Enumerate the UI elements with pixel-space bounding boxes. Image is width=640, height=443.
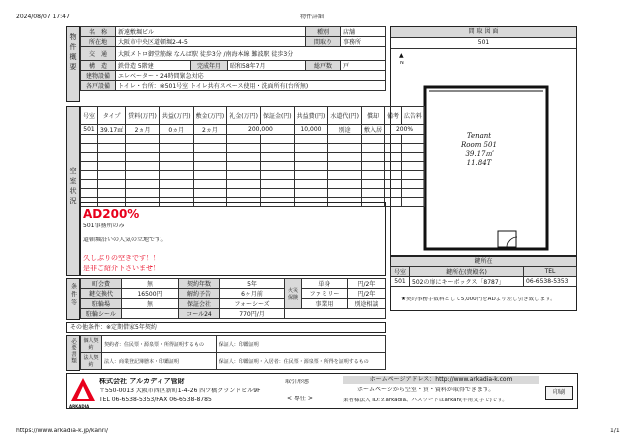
floorplan-panel: 間 取 図 面 501 ▲ N Tenant Room 501 39.17㎡ 11.84T: [390, 26, 577, 256]
property-access: 大阪メトロ御堂筋線 なんば駅 徒歩3分 /南海本線 難波駅 徒歩3分: [116, 47, 386, 61]
footer: ARKADIA 株式会社 アルカディア管財 〒550-0013 大阪市西区新町1-4-26 四ツ橋グランドビル9F TEL 06-6538-5353/FAX 06-6538-8785 取引形態 < 専任 > ホームページアドレス：http://www.arkadia-k.com ホームページから空室・賃・資料が取得できます。 業者様法人 ID:ｚarkadia、パスワードはarkan(半角文字で)です。 印刷: [66, 373, 578, 409]
print-button[interactable]: 印刷: [545, 386, 573, 400]
overview-table: 名 称 新遠敷堀ビル 種別 店舗 所在地 大阪市中央区道頓堀2-4-5 間取り 事務所 交 通 大阪メトロ御堂筋線 なんば駅 徒歩3分 /南海本線 難波駅 徒歩3分 構 造 鉄骨造 5階建 完成年月 昭和58年7月 総戸数 戸 建物設備 エレベーター・24時間緊急対応 各戸設備 トイレ・台所：※501号室 トイレ共有スペース使用・洗面所有(台所無): [80, 26, 386, 91]
page-title: 物件詳細: [300, 14, 325, 20]
company-name: 株式会社 アルカディア管財: [99, 378, 185, 385]
conditions-table: 町会費 無 契約年数 5年 火災保険 単身 円/2年 鍵交換代 16500円 解約予告 6ヶ月前 ファミリー 円/2年 駐輪場 無 保証会社 フォーシーズ 事業用 別途相談 駐輪シール コール24 770円/月: [80, 278, 386, 319]
page-url: https://www.arkadia-k.jp/kanri/: [16, 428, 108, 434]
table-row: 501 39.17㎡ 2ヵ月 0ヵ月 2ヵ月 200,000 10,000 別途 敷入居 200%: [81, 125, 425, 135]
documents-section-label: 必要書類: [66, 335, 80, 371]
conditions-section-label: 条件等: [66, 278, 80, 320]
vacancy-table: 号室 タイプ 賃料(万円) 共益(万円) 敷金(万円) 礼金(万円) 保証金(円) 共益費(円) 水道代(円) 償却 備考 広告料 501 39.17㎡ 2ヵ月 0ヵ月 2ヵ月 200,000 10,000 別途 敷入居 200%: [80, 106, 425, 207]
floorplan-drawing: [423, 85, 549, 251]
ad-rate: AD200%: [83, 207, 140, 221]
other-conditions: その他条件：※定期借家5年契約: [66, 322, 386, 333]
page-number: 1/1: [610, 428, 620, 434]
vacancy-notes: AD200% 501事務所のみ 道頓堀沿いの人気の立地です。 久しぶりの空きです！！ 是非ご紹介下さいませ！: [80, 202, 386, 276]
vacancy-section-label: 空室状況: [66, 106, 80, 276]
company-logo: [70, 377, 96, 405]
key-location-panel: 鍵所在 号室 鍵所在(貴殿名) TEL 501 502の扉にキーボックス「8787」 06-6538-5353 ★契約事務手数料として5,000円をADより差し引き致します。: [390, 256, 577, 311]
property-name: 新遠敷堀ビル: [116, 27, 306, 37]
north-arrow-icon: ▲: [399, 53, 404, 59]
print-datetime: 2024/08/07 17:47: [16, 14, 70, 20]
deal-type: < 専任 >: [287, 396, 313, 402]
documents-table: 個人契約 契約者：住民票・源泉票・所得証明するもの 保証人：印鑑証明 法人契約 法人：商業登記簿謄本・印鑑証明 保証人：印鑑証明・入居者：住民票・源泉票・所得を証明するもの: [80, 335, 386, 370]
table-row: 501 502の扉にキーボックス「8787」 06-6538-5353: [391, 277, 577, 287]
floorplan-label: Tenant Room 501 39.17㎡ 11.84T: [461, 132, 497, 167]
floorplan-room: 501: [391, 38, 576, 49]
overview-section-label: 物件概要: [66, 26, 80, 102]
property-address: 大阪市中央区道頓堀2-4-5: [116, 37, 306, 47]
